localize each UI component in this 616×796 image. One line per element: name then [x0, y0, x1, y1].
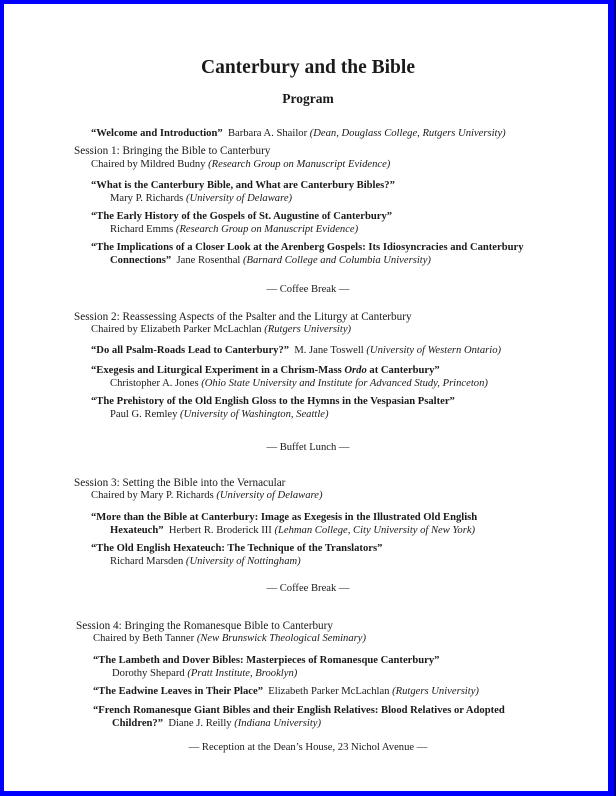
speaker-affiliation: (University of Nottingham)	[185, 556, 301, 567]
speaker-affiliation: (Barnard College and Columbia University)	[243, 255, 431, 266]
talk-title: “What is the Canterbury Bible, and What are Canterbury Bibles?”	[91, 180, 395, 191]
speaker-affiliation: (Pratt Institute, Brooklyn)	[187, 668, 298, 679]
welcome-line	[91, 127, 506, 140]
chair-name: Chaired by Beth Tanner	[93, 633, 195, 644]
welcome-speaker: Barbara A. Shailor	[227, 128, 308, 139]
talk-speaker-line	[110, 192, 292, 205]
talk-speaker-line	[110, 555, 301, 568]
break-coffee-1: — Coffee Break —	[266, 284, 350, 295]
talk-title: “The Implications of a Closer Look at the Arenberg Gospels: Its Idiosyncracies and Canterbury	[91, 242, 524, 253]
speaker-name: Richard Marsden	[110, 556, 184, 567]
chair-affiliation: (University of Delaware)	[216, 490, 323, 501]
break-buffet-lunch: — Buffet Lunch —	[266, 442, 350, 453]
session-4-heading: Session 4: Bringing the Romanesque Bible to Canterbury	[76, 620, 333, 632]
talk-title: “The Lambeth and Dover Bibles: Masterpieces of Romanesque Canterbury”	[93, 655, 440, 666]
talk-speaker-line	[112, 667, 297, 680]
reception-note: — Reception at the Dean’s House, 23 Nichol Avenue —	[188, 742, 428, 753]
speaker-name: Mary P. Richards	[110, 193, 184, 204]
document-title: Canterbury and the Bible	[201, 57, 415, 78]
speaker-name: Diane J. Reilly	[168, 718, 232, 729]
talk-title-continued	[112, 717, 321, 730]
talk-title-line2: Connections”	[110, 255, 172, 266]
talk-line	[91, 344, 501, 357]
speaker-affiliation: (University of Western Ontario)	[366, 345, 502, 356]
talk-speaker-line	[110, 223, 358, 236]
session-3-chair	[91, 489, 322, 502]
session-2-heading: Session 2: Reassessing Aspects of the Psalter and the Liturgy at Canterbury	[74, 311, 412, 323]
talk-line	[93, 685, 479, 698]
document-subtitle: Program	[282, 91, 334, 106]
speaker-affiliation: (Indiana University)	[234, 718, 322, 729]
talk-title-italic: Ordo	[344, 365, 367, 376]
talk-title-line2: Hexateuch”	[110, 525, 164, 536]
talk-speaker-line	[110, 408, 329, 421]
speaker-name: Elizabeth Parker McLachlan	[268, 686, 390, 697]
speaker-affiliation: (University of Washington, Seattle)	[180, 409, 329, 420]
talk-title: “French Romanesque Giant Bibles and their English Relatives: Blood Relatives or Adopted	[93, 705, 505, 716]
speaker-name: Dorothy Shepard	[112, 668, 185, 679]
session-1-chair	[91, 158, 390, 171]
talk-title-part: at Canterbury”	[366, 365, 440, 376]
session-3-heading: Session 3: Setting the Bible into the Vernacular	[74, 477, 286, 489]
talk-title: “The Eadwine Leaves in Their Place”	[93, 686, 263, 697]
talk-speaker-line	[110, 377, 488, 390]
speaker-affiliation: (Lehman College, City University of New York)	[274, 525, 476, 536]
talk-title: “The Early History of the Gospels of St. Augustine of Canterbury”	[91, 211, 393, 222]
session-4-chair	[93, 632, 366, 645]
speaker-name: M. Jane Toswell	[294, 345, 364, 356]
break-coffee-2: — Coffee Break —	[266, 583, 350, 594]
speaker-name: Paul G. Remley	[110, 409, 178, 420]
chair-affiliation: (New Brunswick Theological Seminary)	[196, 633, 366, 644]
talk-title: “The Prehistory of the Old English Gloss to the Hymns in the Vespasian Psalter”	[91, 396, 455, 407]
talk-title	[91, 364, 440, 377]
speaker-name: Christopher A. Jones	[110, 378, 199, 389]
talk-title: “More than the Bible at Canterbury: Image as Exegesis in the Illustrated Old English	[91, 512, 478, 523]
talk-title-continued	[110, 524, 475, 537]
session-2-chair	[91, 323, 351, 336]
welcome-title: “Welcome and Introduction”	[91, 128, 223, 139]
speaker-name: Jane Rosenthal	[176, 255, 241, 266]
session-1-heading: Session 1: Bringing the Bible to Canterbury	[74, 145, 271, 157]
talk-title-line2: Children?”	[112, 718, 164, 729]
talk-title: “The Old English Hexateuch: The Technique of the Translators”	[91, 543, 383, 554]
speaker-name: Richard Emms	[110, 224, 174, 235]
speaker-affiliation: (University of Delaware)	[185, 193, 293, 204]
chair-name: Chaired by Mildred Budny	[91, 159, 206, 170]
chair-affiliation: (Rutgers University)	[264, 324, 352, 335]
talk-title-part: “Exegesis and Liturgical Experiment in a Chrism-Mass	[91, 365, 345, 376]
talk-title: “Do all Psalm-Roads Lead to Canterbury?”	[91, 345, 290, 356]
speaker-affiliation: (Rutgers University)	[392, 686, 479, 697]
welcome-affiliation: (Dean, Douglass College, Rutgers University)	[309, 128, 506, 139]
speaker-affiliation: (Research Group on Manuscript Evidence)	[175, 224, 359, 235]
chair-name: Chaired by Elizabeth Parker McLachlan	[91, 324, 262, 335]
speaker-affiliation: (Ohio State University and Institute for Advanced Study, Princeton)	[201, 378, 488, 389]
speaker-name: Herbert R. Broderick III	[168, 525, 272, 536]
talk-title-continued	[110, 254, 431, 267]
chair-affiliation: (Research Group on Manuscript Evidence)	[208, 159, 391, 170]
chair-name: Chaired by Mary P. Richards	[91, 490, 214, 501]
